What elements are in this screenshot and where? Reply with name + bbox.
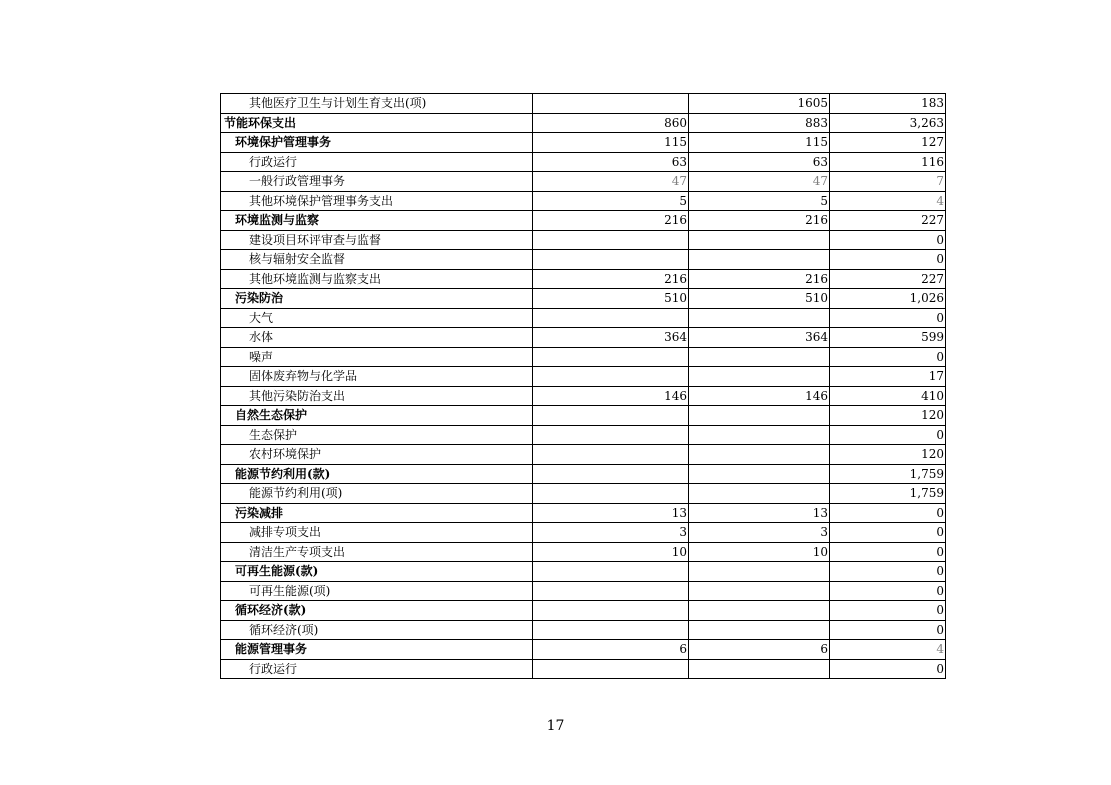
row-value-col2-cell: 115 <box>689 133 830 153</box>
row-value-col1-cell: 47 <box>533 172 689 192</box>
row-value-col3-cell: 0 <box>830 230 946 250</box>
row-label-cell: 其他污染防治支出 <box>221 386 533 406</box>
row-value-col3-cell: 116 <box>830 152 946 172</box>
row-label-cell: 污染减排 <box>221 503 533 523</box>
table-row <box>221 94 946 114</box>
table-row <box>221 152 946 172</box>
table-row <box>221 211 946 231</box>
row-value-col1-cell <box>533 250 689 270</box>
table-row <box>221 230 946 250</box>
row-value-col2-cell: 146 <box>689 386 830 406</box>
row-value-col1-cell <box>533 620 689 640</box>
row-label-cell: 行政运行 <box>221 659 533 679</box>
row-value-col3-cell: 0 <box>830 523 946 543</box>
table-row <box>221 367 946 387</box>
row-value-col3-cell: 17 <box>830 367 946 387</box>
row-value-col3-cell: 227 <box>830 211 946 231</box>
row-value-col3-cell: 1,026 <box>830 289 946 309</box>
table-row <box>221 113 946 133</box>
row-label-cell: 能源节约利用(项) <box>221 484 533 504</box>
row-value-col1-cell: 5 <box>533 191 689 211</box>
table-row <box>221 191 946 211</box>
table-row <box>221 133 946 153</box>
row-value-col1-cell: 216 <box>533 211 689 231</box>
row-value-col2-cell <box>689 406 830 426</box>
row-label-cell: 循环经济(款) <box>221 601 533 621</box>
row-label-cell: 固体废弃物与化学品 <box>221 367 533 387</box>
row-label-cell: 环境监测与监察 <box>221 211 533 231</box>
row-value-col2-cell <box>689 620 830 640</box>
row-label-cell: 噪声 <box>221 347 533 367</box>
table-row <box>221 620 946 640</box>
table-row <box>221 503 946 523</box>
row-label-cell: 一般行政管理事务 <box>221 172 533 192</box>
row-value-col2-cell: 216 <box>689 269 830 289</box>
row-value-col3-cell: 0 <box>830 581 946 601</box>
row-label-cell: 节能环保支出 <box>221 113 533 133</box>
row-value-col3-cell: 4 <box>830 191 946 211</box>
table-row <box>221 640 946 660</box>
row-value-col3-cell: 1,759 <box>830 464 946 484</box>
row-value-col2-cell <box>689 367 830 387</box>
row-value-col2-cell <box>689 347 830 367</box>
row-label-cell: 可再生能源(款) <box>221 562 533 582</box>
row-value-col3-cell: 0 <box>830 562 946 582</box>
budget-table <box>220 93 946 679</box>
row-value-col3-cell: 599 <box>830 328 946 348</box>
row-value-col1-cell <box>533 94 689 114</box>
row-value-col1-cell: 146 <box>533 386 689 406</box>
row-value-col2-cell: 364 <box>689 328 830 348</box>
row-value-col1-cell <box>533 367 689 387</box>
row-value-col3-cell: 410 <box>830 386 946 406</box>
row-label-cell: 大气 <box>221 308 533 328</box>
row-value-col2-cell <box>689 601 830 621</box>
row-label-cell: 清洁生产专项支出 <box>221 542 533 562</box>
row-value-col1-cell: 364 <box>533 328 689 348</box>
row-value-col1-cell <box>533 347 689 367</box>
row-value-col3-cell: 120 <box>830 406 946 426</box>
table-row <box>221 386 946 406</box>
row-value-col1-cell: 6 <box>533 640 689 660</box>
row-value-col1-cell: 63 <box>533 152 689 172</box>
row-value-col3-cell: 0 <box>830 542 946 562</box>
row-label-cell: 建设项目环评审查与监督 <box>221 230 533 250</box>
row-value-col1-cell <box>533 406 689 426</box>
row-value-col2-cell: 883 <box>689 113 830 133</box>
row-value-col1-cell <box>533 484 689 504</box>
row-label-cell: 减排专项支出 <box>221 523 533 543</box>
row-value-col2-cell: 510 <box>689 289 830 309</box>
table-row <box>221 523 946 543</box>
row-value-col2-cell <box>689 308 830 328</box>
row-value-col1-cell <box>533 581 689 601</box>
row-value-col2-cell <box>689 562 830 582</box>
row-label-cell: 农村环境保护 <box>221 445 533 465</box>
row-label-cell: 能源管理事务 <box>221 640 533 660</box>
row-value-col1-cell <box>533 445 689 465</box>
row-value-col3-cell: 227 <box>830 269 946 289</box>
row-value-col2-cell: 63 <box>689 152 830 172</box>
row-value-col1-cell <box>533 659 689 679</box>
table-row <box>221 425 946 445</box>
row-value-col1-cell <box>533 601 689 621</box>
table-row <box>221 601 946 621</box>
row-value-col3-cell: 4 <box>830 640 946 660</box>
row-value-col3-cell: 0 <box>830 250 946 270</box>
row-value-col2-cell: 3 <box>689 523 830 543</box>
row-value-col1-cell <box>533 562 689 582</box>
row-value-col3-cell: 120 <box>830 445 946 465</box>
row-label-cell: 能源节约利用(款) <box>221 464 533 484</box>
row-label-cell: 行政运行 <box>221 152 533 172</box>
row-label-cell: 环境保护管理事务 <box>221 133 533 153</box>
table-row <box>221 542 946 562</box>
row-value-col1-cell <box>533 425 689 445</box>
table-row <box>221 484 946 504</box>
table-row <box>221 172 946 192</box>
row-label-cell: 其他医疗卫生与计划生育支出(项) <box>221 94 533 114</box>
row-value-col2-cell: 6 <box>689 640 830 660</box>
row-value-col1-cell: 10 <box>533 542 689 562</box>
row-value-col3-cell: 183 <box>830 94 946 114</box>
row-label-cell: 水体 <box>221 328 533 348</box>
row-label-cell: 污染防治 <box>221 289 533 309</box>
table-row <box>221 347 946 367</box>
table-row <box>221 445 946 465</box>
row-label-cell: 自然生态保护 <box>221 406 533 426</box>
row-value-col2-cell: 5 <box>689 191 830 211</box>
row-value-col3-cell: 0 <box>830 620 946 640</box>
row-value-col2-cell: 10 <box>689 542 830 562</box>
row-value-col1-cell: 115 <box>533 133 689 153</box>
row-value-col2-cell <box>689 581 830 601</box>
row-value-col3-cell: 1,759 <box>830 484 946 504</box>
table-row <box>221 581 946 601</box>
row-value-col1-cell: 510 <box>533 289 689 309</box>
row-value-col3-cell: 3,263 <box>830 113 946 133</box>
row-value-col3-cell: 0 <box>830 601 946 621</box>
row-value-col2-cell: 13 <box>689 503 830 523</box>
row-value-col2-cell <box>689 484 830 504</box>
row-label-cell: 其他环境监测与监察支出 <box>221 269 533 289</box>
table-row <box>221 250 946 270</box>
row-value-col1-cell <box>533 308 689 328</box>
table-row <box>221 406 946 426</box>
table-row <box>221 308 946 328</box>
row-value-col2-cell <box>689 464 830 484</box>
row-label-cell: 核与辐射安全监督 <box>221 250 533 270</box>
table-row <box>221 269 946 289</box>
row-value-col1-cell: 3 <box>533 523 689 543</box>
row-label-cell: 可再生能源(项) <box>221 581 533 601</box>
row-value-col3-cell: 0 <box>830 425 946 445</box>
row-value-col3-cell: 0 <box>830 347 946 367</box>
row-label-cell: 循环经济(项) <box>221 620 533 640</box>
row-label-cell: 生态保护 <box>221 425 533 445</box>
row-value-col3-cell: 0 <box>830 308 946 328</box>
table-row <box>221 659 946 679</box>
row-value-col1-cell: 860 <box>533 113 689 133</box>
row-value-col2-cell <box>689 445 830 465</box>
row-value-col2-cell <box>689 425 830 445</box>
row-value-col2-cell <box>689 250 830 270</box>
row-value-col3-cell: 127 <box>830 133 946 153</box>
row-value-col2-cell <box>689 230 830 250</box>
row-value-col1-cell: 13 <box>533 503 689 523</box>
row-value-col1-cell: 216 <box>533 269 689 289</box>
row-value-col2-cell: 216 <box>689 211 830 231</box>
row-value-col2-cell: 47 <box>689 172 830 192</box>
table-row <box>221 464 946 484</box>
budget-table-body <box>221 94 946 679</box>
row-value-col3-cell: 7 <box>830 172 946 192</box>
row-value-col1-cell <box>533 464 689 484</box>
row-value-col2-cell: 1605 <box>689 94 830 114</box>
row-value-col3-cell: 0 <box>830 659 946 679</box>
row-label-cell: 其他环境保护管理事务支出 <box>221 191 533 211</box>
row-value-col3-cell: 0 <box>830 503 946 523</box>
table-row <box>221 328 946 348</box>
row-value-col1-cell <box>533 230 689 250</box>
row-value-col2-cell <box>689 659 830 679</box>
table-row <box>221 562 946 582</box>
table-row <box>221 289 946 309</box>
page-number: 17 <box>546 718 565 734</box>
